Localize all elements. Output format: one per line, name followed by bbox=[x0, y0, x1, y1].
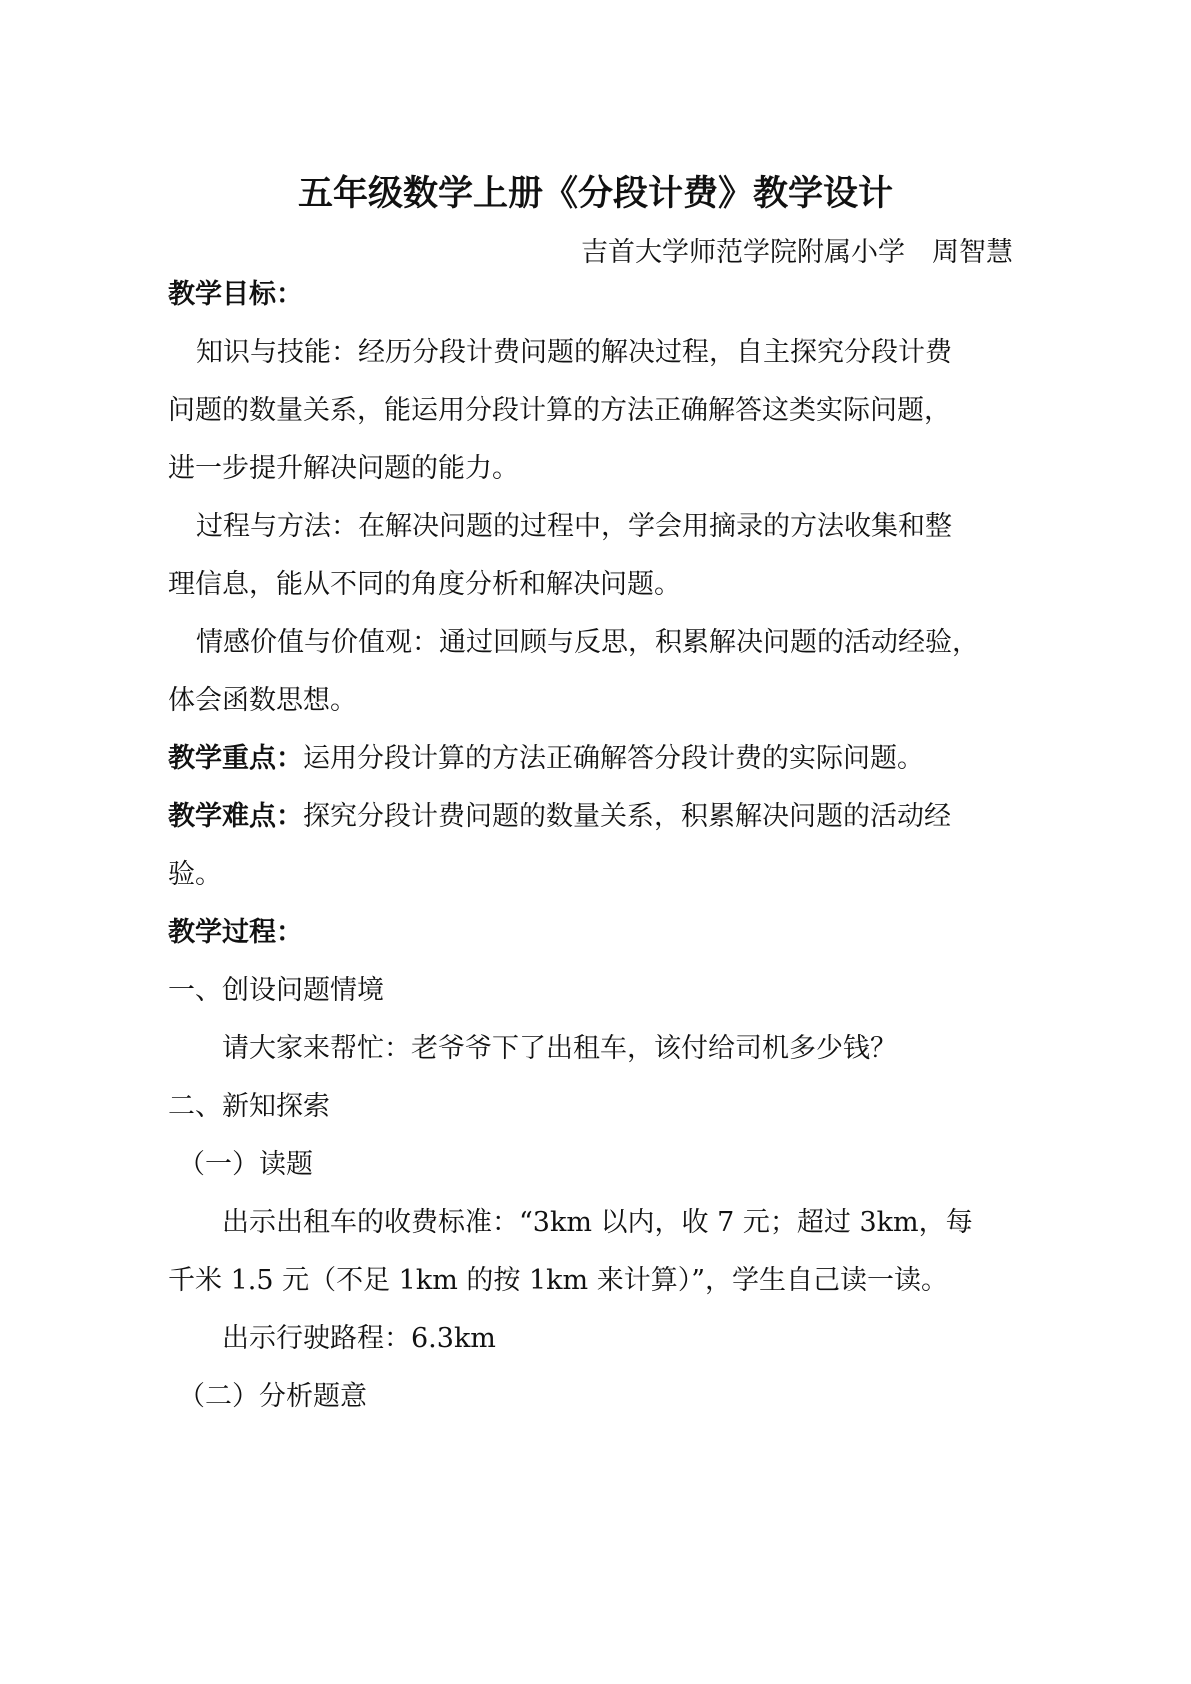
section-2-title: 二、新知探索 bbox=[168, 1091, 330, 1122]
author-line: 吉首大学师范学院附属小学 周智慧 bbox=[581, 237, 1013, 268]
goals-heading: 教学目标： bbox=[168, 279, 303, 310]
key-point-label: 教学重点： bbox=[168, 743, 303, 774]
difficult-point-label: 教学难点： bbox=[168, 801, 303, 832]
knowledge-goal-line-1: 知识与技能：经历分段计费问题的解决过程，自主探究分段计费 bbox=[196, 337, 952, 368]
subsection-2-title: （二）分析题意 bbox=[178, 1381, 367, 1412]
difficult-point-text: 探究分段计费问题的数量关系，积累解决问题的活动经 bbox=[303, 801, 951, 832]
difficult-point-continued: 验。 bbox=[168, 859, 222, 890]
section-1-text: 请大家来帮忙：老爷爷下了出租车，该付给司机多少钱？ bbox=[222, 1033, 897, 1064]
fare-standard-line-2: 千米 1.5 元（不足 1km 的按 1km 来计算）”，学生自己读一读。 bbox=[168, 1265, 949, 1296]
emotion-goal-line-1: 情感价值与价值观：通过回顾与反思，积累解决问题的活动经验， bbox=[196, 627, 979, 658]
process-goal-line-2: 理信息，能从不同的角度分析和解决问题。 bbox=[168, 569, 681, 600]
process-goal-line-1: 过程与方法：在解决问题的过程中，学会用摘录的方法收集和整 bbox=[196, 511, 952, 542]
knowledge-goal-line-2: 问题的数量关系，能运用分段计算的方法正确解答这类实际问题， bbox=[168, 395, 951, 426]
subsection-1-title: （一）读题 bbox=[178, 1149, 313, 1180]
knowledge-goal-line-3: 进一步提升解决问题的能力。 bbox=[168, 453, 519, 484]
key-point-text: 运用分段计算的方法正确解答分段计费的实际问题。 bbox=[303, 743, 924, 774]
process-heading: 教学过程： bbox=[168, 917, 303, 948]
document-title: 五年级数学上册《分段计费》教学设计 bbox=[297, 173, 893, 214]
key-point bbox=[168, 742, 924, 776]
fare-standard-line-1: 出示出租车的收费标准：“3km 以内，收 7 元；超过 3km，每 bbox=[222, 1207, 973, 1238]
emotion-goal-line-2: 体会函数思想。 bbox=[168, 685, 357, 716]
section-1-title: 一、创设问题情境 bbox=[168, 975, 384, 1006]
difficult-point bbox=[168, 800, 951, 834]
distance-line: 出示行驶路程：6.3km bbox=[222, 1323, 496, 1354]
